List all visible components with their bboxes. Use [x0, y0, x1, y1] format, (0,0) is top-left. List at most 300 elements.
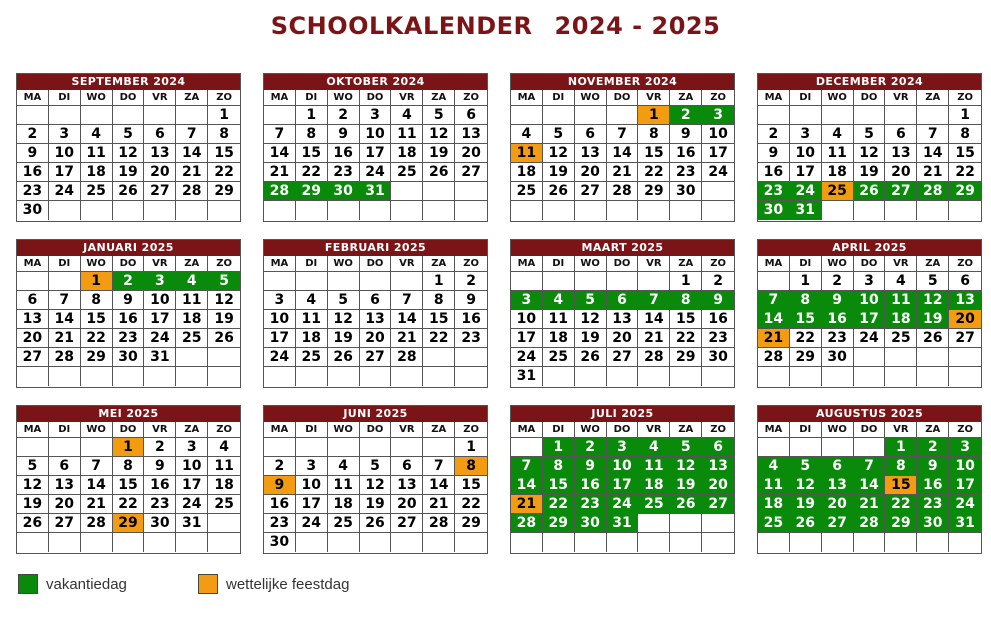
- day-cell: 6: [49, 457, 81, 476]
- week-row: [264, 291, 487, 310]
- day-cell: 25: [81, 182, 113, 201]
- day-cell: 12: [208, 291, 240, 310]
- weekday-label: DO: [360, 422, 392, 438]
- week-row: [17, 163, 240, 182]
- day-cell-empty: [264, 106, 296, 125]
- page-title: [0, 12, 991, 40]
- weekday-label: DI: [49, 256, 81, 272]
- day-cell: 24: [511, 348, 543, 367]
- day-cell-empty: [638, 201, 670, 220]
- day-cell-empty: [296, 438, 328, 457]
- weekday-label: WO: [81, 256, 113, 272]
- day-cell: 15: [208, 144, 240, 163]
- day-cell: 17: [511, 329, 543, 348]
- day-cell: 24: [49, 182, 81, 201]
- day-cell: 24: [360, 163, 392, 182]
- day-cell: 15: [423, 310, 455, 329]
- day-cell-empty: [455, 201, 487, 220]
- day-cell: 3: [360, 106, 392, 125]
- day-cell-empty: [758, 106, 790, 125]
- day-cell-holiday: 8: [455, 457, 487, 476]
- day-cell-empty: [49, 106, 81, 125]
- day-cell-vacation: 19: [917, 310, 949, 329]
- day-cell: 3: [49, 125, 81, 144]
- weekday-label: WO: [575, 422, 607, 438]
- week-row: [17, 272, 240, 291]
- weekday-label: DO: [854, 90, 886, 106]
- week-row: [511, 438, 734, 457]
- day-cell-empty: [543, 201, 575, 220]
- day-cell: 10: [511, 310, 543, 329]
- day-cell-vacation: 25: [758, 514, 790, 533]
- legend-holiday-swatch: [198, 574, 218, 594]
- day-cell-empty: [790, 533, 822, 552]
- day-cell-vacation: 2: [575, 438, 607, 457]
- day-cell: 22: [455, 495, 487, 514]
- day-cell: 28: [391, 348, 423, 367]
- weekday-label: VR: [144, 90, 176, 106]
- day-cell-empty: [423, 182, 455, 201]
- day-cell-empty: [670, 533, 702, 552]
- day-cell-vacation: 21: [854, 495, 886, 514]
- day-cell-vacation: 19: [790, 495, 822, 514]
- day-cell-vacation: 7: [758, 291, 790, 310]
- day-cell: 28: [607, 182, 639, 201]
- day-cell: 8: [113, 457, 145, 476]
- month-title: APRIL 2025: [758, 240, 981, 256]
- week-row: [17, 106, 240, 125]
- week-row: [17, 438, 240, 457]
- day-cell: 22: [208, 163, 240, 182]
- day-cell: 29: [81, 348, 113, 367]
- month-title: MEI 2025: [17, 406, 240, 422]
- day-cell: 15: [81, 310, 113, 329]
- week-row: [758, 125, 981, 144]
- day-cell: 4: [511, 125, 543, 144]
- day-cell-empty: [854, 201, 886, 220]
- day-cell: 18: [328, 495, 360, 514]
- week-row: [264, 272, 487, 291]
- month-calendar: [263, 239, 488, 388]
- day-cell-vacation: 16: [575, 476, 607, 495]
- weekday-label: MA: [511, 90, 543, 106]
- day-cell-vacation: 27: [702, 495, 734, 514]
- day-cell: 19: [543, 163, 575, 182]
- day-cell: 10: [790, 144, 822, 163]
- day-cell: 9: [670, 125, 702, 144]
- weekday-label: MA: [758, 422, 790, 438]
- day-cell-vacation: 27: [822, 514, 854, 533]
- week-row: [264, 106, 487, 125]
- day-cell: 1: [670, 272, 702, 291]
- day-cell-empty: [917, 348, 949, 367]
- day-cell-empty: [702, 201, 734, 220]
- weekday-label: MA: [17, 90, 49, 106]
- day-cell: 4: [885, 272, 917, 291]
- weekday-header-row: [264, 256, 487, 272]
- weekday-label: DI: [296, 256, 328, 272]
- day-cell: 28: [81, 514, 113, 533]
- weekday-label: ZA: [917, 422, 949, 438]
- day-cell-vacation: 7: [638, 291, 670, 310]
- day-cell-empty: [17, 438, 49, 457]
- weekday-label: DI: [790, 90, 822, 106]
- day-cell: 11: [543, 310, 575, 329]
- day-cell-vacation: 28: [854, 514, 886, 533]
- day-cell: 19: [208, 310, 240, 329]
- day-cell-empty: [822, 106, 854, 125]
- day-cell-empty: [455, 533, 487, 552]
- day-cell: 30: [17, 201, 49, 220]
- day-cell: 18: [296, 329, 328, 348]
- day-cell-empty: [176, 533, 208, 552]
- day-cell: 20: [885, 163, 917, 182]
- day-cell: 2: [758, 125, 790, 144]
- day-cell: 11: [296, 310, 328, 329]
- day-cell: 14: [917, 144, 949, 163]
- day-cell: 26: [328, 348, 360, 367]
- day-cell: 23: [328, 163, 360, 182]
- day-cell: 20: [391, 495, 423, 514]
- day-cell: 19: [17, 495, 49, 514]
- day-cell: 15: [455, 476, 487, 495]
- week-row: [758, 182, 981, 201]
- day-cell-empty: [144, 201, 176, 220]
- day-cell: 9: [328, 125, 360, 144]
- day-cell: 23: [455, 329, 487, 348]
- day-cell: 27: [360, 348, 392, 367]
- weekday-label: DI: [296, 90, 328, 106]
- weekday-label: ZO: [702, 90, 734, 106]
- week-row: [17, 182, 240, 201]
- day-cell: 17: [144, 310, 176, 329]
- day-cell: 23: [144, 495, 176, 514]
- week-row: [17, 457, 240, 476]
- day-cell-empty: [328, 533, 360, 552]
- day-cell-vacation: 20: [822, 495, 854, 514]
- day-cell: 17: [176, 476, 208, 495]
- day-cell: 21: [917, 163, 949, 182]
- day-cell-empty: [391, 533, 423, 552]
- week-row: [511, 163, 734, 182]
- day-cell: 18: [391, 144, 423, 163]
- weekday-label: MA: [511, 422, 543, 438]
- day-cell: 13: [607, 310, 639, 329]
- day-cell-vacation: 9: [917, 457, 949, 476]
- day-cell: 12: [328, 310, 360, 329]
- day-cell: 30: [670, 182, 702, 201]
- day-cell-empty: [144, 533, 176, 552]
- weekday-label: VR: [885, 90, 917, 106]
- day-cell: 4: [391, 106, 423, 125]
- week-row: [17, 144, 240, 163]
- day-cell-vacation: 25: [638, 495, 670, 514]
- week-row: [758, 476, 981, 495]
- day-cell-vacation: 4: [176, 272, 208, 291]
- day-cell: 22: [296, 163, 328, 182]
- week-row: [264, 144, 487, 163]
- day-cell: 15: [638, 144, 670, 163]
- month-calendar: [757, 405, 982, 554]
- day-cell-holiday: 1: [81, 272, 113, 291]
- week-row: [511, 182, 734, 201]
- day-cell-empty: [81, 438, 113, 457]
- week-row: [17, 310, 240, 329]
- day-cell-empty: [360, 533, 392, 552]
- day-cell-empty: [264, 272, 296, 291]
- day-cell-empty: [81, 533, 113, 552]
- day-cell-vacation: 11: [758, 476, 790, 495]
- day-cell: 2: [702, 272, 734, 291]
- day-cell-empty: [822, 438, 854, 457]
- day-cell-empty: [822, 201, 854, 220]
- day-cell-empty: [423, 533, 455, 552]
- day-cell-empty: [113, 106, 145, 125]
- day-cell: 13: [391, 476, 423, 495]
- day-cell: 14: [391, 310, 423, 329]
- day-cell: 21: [391, 329, 423, 348]
- week-row: [511, 125, 734, 144]
- day-cell: 1: [208, 106, 240, 125]
- day-cell-vacation: 7: [511, 457, 543, 476]
- day-cell: 1: [296, 106, 328, 125]
- day-cell-vacation: 24: [949, 495, 981, 514]
- day-cell-empty: [423, 348, 455, 367]
- day-cell-empty: [17, 272, 49, 291]
- day-cell: 9: [113, 291, 145, 310]
- day-cell: 16: [264, 495, 296, 514]
- day-cell-vacation: 28: [511, 514, 543, 533]
- day-cell-vacation: 26: [854, 182, 886, 201]
- day-cell: 12: [17, 476, 49, 495]
- month-calendar: [510, 239, 735, 388]
- day-cell: 26: [17, 514, 49, 533]
- week-row: [17, 533, 240, 552]
- day-cell-holiday: 11: [511, 144, 543, 163]
- day-cell: 22: [423, 329, 455, 348]
- day-cell: 19: [423, 144, 455, 163]
- weekday-label: ZA: [670, 422, 702, 438]
- day-cell-vacation: 31: [607, 514, 639, 533]
- day-cell: 22: [670, 329, 702, 348]
- day-cell-empty: [638, 533, 670, 552]
- month-title: MAART 2025: [511, 240, 734, 256]
- week-row: [264, 201, 487, 220]
- day-cell-empty: [296, 533, 328, 552]
- day-cell: 2: [328, 106, 360, 125]
- day-cell: 6: [391, 457, 423, 476]
- day-cell-empty: [854, 348, 886, 367]
- month-title: FEBRUARI 2025: [264, 240, 487, 256]
- day-cell: 27: [391, 514, 423, 533]
- weekday-label: ZO: [949, 90, 981, 106]
- day-cell: 19: [328, 329, 360, 348]
- weekday-label: VR: [391, 422, 423, 438]
- day-cell: 28: [638, 348, 670, 367]
- day-cell: 21: [423, 495, 455, 514]
- day-cell-vacation: 6: [607, 291, 639, 310]
- day-cell: 31: [144, 348, 176, 367]
- week-row: [758, 106, 981, 125]
- day-cell-empty: [17, 106, 49, 125]
- day-cell-empty: [455, 348, 487, 367]
- day-cell: 15: [113, 476, 145, 495]
- day-cell: 30: [144, 514, 176, 533]
- day-cell-vacation: 19: [670, 476, 702, 495]
- day-cell: 11: [81, 144, 113, 163]
- weekday-header-row: [17, 422, 240, 438]
- day-cell: 27: [455, 163, 487, 182]
- weekday-header-row: [511, 90, 734, 106]
- day-cell-empty: [854, 533, 886, 552]
- day-cell-empty: [423, 438, 455, 457]
- day-cell: 24: [144, 329, 176, 348]
- day-cell: 13: [885, 144, 917, 163]
- day-cell: 24: [264, 348, 296, 367]
- day-cell-vacation: 5: [575, 291, 607, 310]
- day-cell: 12: [575, 310, 607, 329]
- day-cell-empty: [702, 367, 734, 386]
- day-cell: 2: [17, 125, 49, 144]
- day-cell-vacation: 10: [607, 457, 639, 476]
- week-row: [758, 495, 981, 514]
- weekday-label: WO: [822, 422, 854, 438]
- day-cell-empty: [885, 367, 917, 386]
- week-row: [17, 201, 240, 220]
- day-cell-empty: [176, 106, 208, 125]
- weekday-label: DO: [113, 256, 145, 272]
- weekday-label: WO: [822, 256, 854, 272]
- day-cell: 9: [758, 144, 790, 163]
- day-cell-empty: [176, 367, 208, 386]
- day-cell: 18: [81, 163, 113, 182]
- day-cell-empty: [917, 367, 949, 386]
- day-cell: 17: [790, 163, 822, 182]
- month-title: OKTOBER 2024: [264, 74, 487, 90]
- day-cell: 27: [949, 329, 981, 348]
- day-cell-holiday: 21: [758, 329, 790, 348]
- day-cell-holiday: 20: [949, 310, 981, 329]
- day-cell-vacation: 3: [702, 106, 734, 125]
- day-cell-empty: [758, 533, 790, 552]
- day-cell: 18: [543, 329, 575, 348]
- week-row: [758, 329, 981, 348]
- week-row: [264, 182, 487, 201]
- day-cell: 23: [702, 329, 734, 348]
- weekday-label: ZA: [917, 90, 949, 106]
- legend-vacation: [18, 574, 127, 594]
- day-cell-vacation: 23: [575, 495, 607, 514]
- day-cell-vacation: 12: [917, 291, 949, 310]
- day-cell: 13: [360, 310, 392, 329]
- day-cell: 12: [543, 144, 575, 163]
- day-cell: 8: [638, 125, 670, 144]
- day-cell-empty: [49, 438, 81, 457]
- weekday-label: ZA: [176, 256, 208, 272]
- day-cell: 29: [638, 182, 670, 201]
- day-cell-vacation: 12: [670, 457, 702, 476]
- month-title: JUNI 2025: [264, 406, 487, 422]
- month-calendar: [510, 405, 735, 554]
- day-cell-empty: [49, 367, 81, 386]
- week-row: [17, 495, 240, 514]
- month-calendar: [757, 73, 982, 222]
- day-cell-vacation: 12: [790, 476, 822, 495]
- day-cell-empty: [144, 367, 176, 386]
- day-cell: 10: [360, 125, 392, 144]
- day-cell: 7: [423, 457, 455, 476]
- weekday-label: ZO: [702, 256, 734, 272]
- day-cell-vacation: 3: [949, 438, 981, 457]
- day-cell-empty: [113, 533, 145, 552]
- day-cell-vacation: 18: [638, 476, 670, 495]
- day-cell-empty: [113, 367, 145, 386]
- weekday-label: ZO: [208, 90, 240, 106]
- day-cell-vacation: 26: [790, 514, 822, 533]
- month-calendar: [263, 73, 488, 222]
- day-cell-empty: [854, 438, 886, 457]
- day-cell: 5: [17, 457, 49, 476]
- day-cell: 12: [854, 144, 886, 163]
- day-cell: 14: [81, 476, 113, 495]
- day-cell: 15: [949, 144, 981, 163]
- day-cell: 25: [176, 329, 208, 348]
- day-cell-empty: [543, 272, 575, 291]
- day-cell-empty: [575, 201, 607, 220]
- day-cell-empty: [328, 272, 360, 291]
- day-cell: 11: [208, 457, 240, 476]
- day-cell: 11: [328, 476, 360, 495]
- day-cell: 2: [264, 457, 296, 476]
- weekday-label: ZA: [917, 256, 949, 272]
- weekday-label: MA: [758, 256, 790, 272]
- day-cell: 18: [176, 310, 208, 329]
- weekday-label: DI: [49, 90, 81, 106]
- day-cell: 14: [264, 144, 296, 163]
- day-cell: 28: [758, 348, 790, 367]
- month-title: JANUARI 2025: [17, 240, 240, 256]
- day-cell: 23: [17, 182, 49, 201]
- day-cell: 3: [176, 438, 208, 457]
- weekday-label: WO: [575, 256, 607, 272]
- day-cell-empty: [360, 438, 392, 457]
- day-cell-vacation: 8: [543, 457, 575, 476]
- day-cell: 10: [176, 457, 208, 476]
- week-row: [264, 438, 487, 457]
- weekday-header-row: [758, 256, 981, 272]
- month-title: AUGUSTUS 2025: [758, 406, 981, 422]
- day-cell: 27: [49, 514, 81, 533]
- day-cell: 2: [822, 272, 854, 291]
- day-cell: 18: [208, 476, 240, 495]
- day-cell: 5: [328, 291, 360, 310]
- week-row: [758, 438, 981, 457]
- day-cell: 10: [49, 144, 81, 163]
- day-cell: 21: [81, 495, 113, 514]
- weekday-label: DI: [543, 422, 575, 438]
- day-cell: 16: [702, 310, 734, 329]
- day-cell: 21: [264, 163, 296, 182]
- day-cell-vacation: 2: [670, 106, 702, 125]
- day-cell: 7: [264, 125, 296, 144]
- weekday-label: VR: [638, 256, 670, 272]
- day-cell: 27: [144, 182, 176, 201]
- day-cell-empty: [81, 367, 113, 386]
- week-row: [17, 514, 240, 533]
- day-cell: 21: [49, 329, 81, 348]
- weekday-label: DO: [854, 422, 886, 438]
- day-cell-empty: [575, 367, 607, 386]
